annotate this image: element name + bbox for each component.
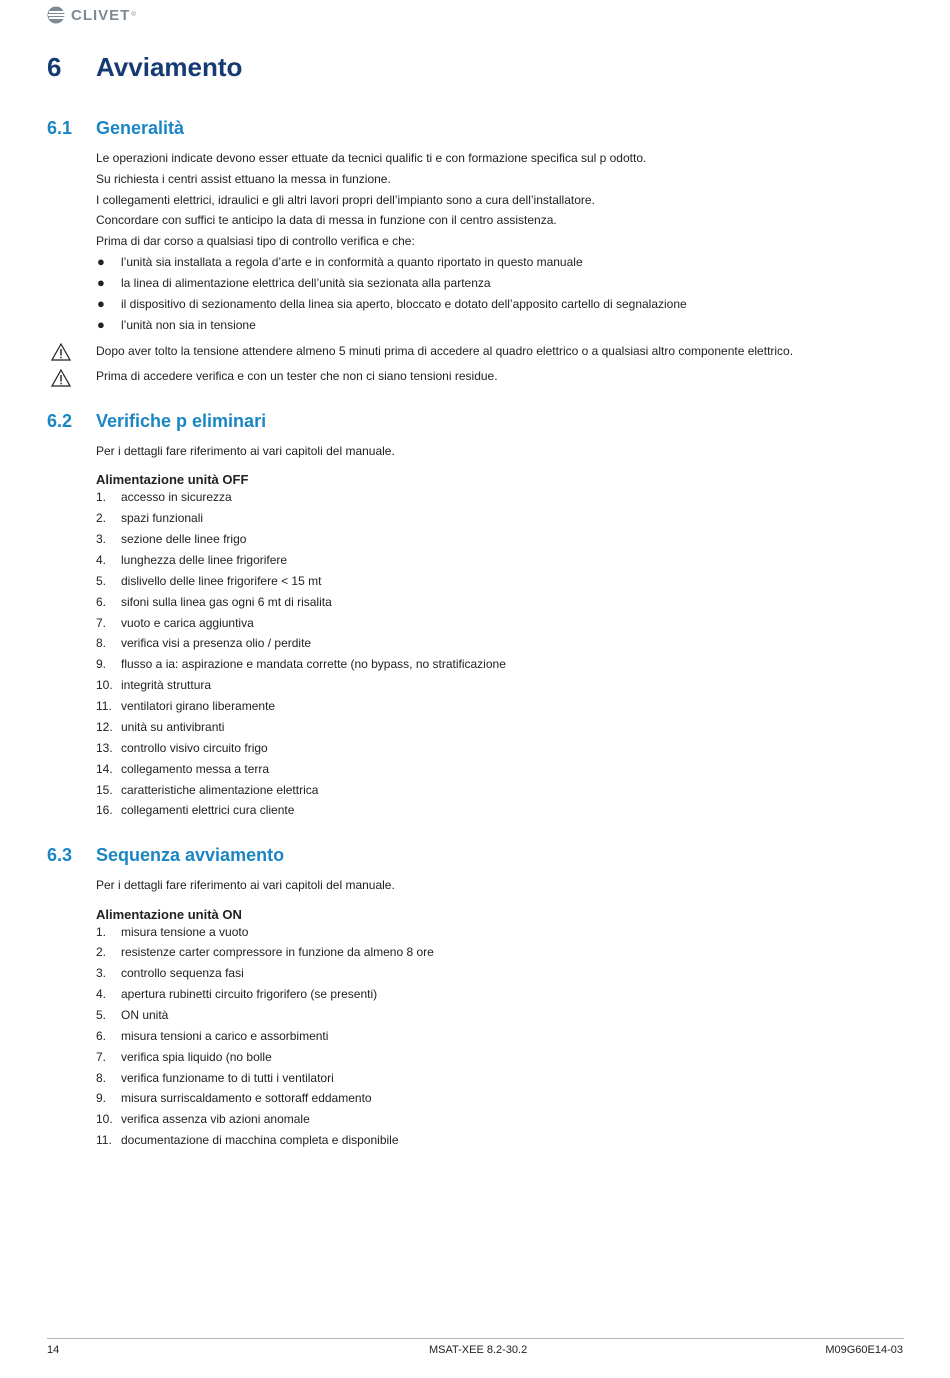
paragraph: Concordare con suffici te anticipo la data di messa in funzione con il centro assistenza.: [96, 213, 557, 227]
list-text: collegamenti elettrici cura cliente: [121, 803, 295, 817]
list-number: 9.: [96, 1091, 107, 1105]
bullet-icon: ●: [97, 296, 105, 311]
list-text: verifica visi a presenza olio / perdite: [121, 636, 312, 650]
list-number: 5.: [96, 1008, 107, 1022]
list-number: 13.: [96, 741, 113, 755]
list-text: verifica spia liquido (no bolle: [121, 1050, 272, 1064]
list-number: 10.: [96, 678, 113, 692]
list-text: integrità struttura: [121, 678, 212, 692]
list-text: sifoni sulla linea gas ogni 6 mt di risalita: [121, 595, 332, 609]
list-text: unità su antivibranti: [121, 720, 225, 734]
list-item: [96, 1050, 272, 1064]
section-number: 6.2: [47, 411, 73, 431]
list-text: misura tensione a vuoto: [121, 925, 249, 939]
list-item: [96, 532, 246, 546]
list-number: 1.: [96, 490, 107, 504]
bullet-icon: ●: [97, 254, 105, 269]
list-text: documentazione di macchina completa e disponibile: [121, 1133, 399, 1147]
list-number: 1.: [96, 925, 107, 939]
section-title: Generalità: [96, 118, 185, 138]
list-item: [96, 1091, 372, 1105]
list-text: flusso a ia: aspirazione e mandata corrette (no bypass, no stratificazione: [121, 657, 506, 671]
logo-text: CLIVET: [71, 6, 131, 24]
section-number: 6.1: [47, 118, 73, 138]
bullet-text: il dispositivo di sezionamento della linea sia aperto, bloccato e dotato dell’apposito cartello di segnalazione: [121, 297, 687, 311]
section-intro: Per i dettagli fare riferimento ai vari capitoli del manuale.: [96, 444, 395, 458]
list-text: misura tensioni a carico e assorbimenti: [121, 1029, 329, 1043]
list-number: 9.: [96, 657, 107, 671]
section-heading-6-1: [47, 118, 184, 139]
list-item: [96, 762, 269, 776]
list-number: 3.: [96, 532, 107, 546]
list-item: [96, 966, 244, 980]
subheading: Alimentazione unità OFF: [96, 472, 249, 487]
list-number: 6.: [96, 1029, 107, 1043]
list-number: 8.: [96, 636, 107, 650]
list-item: [96, 783, 318, 797]
logo-registered-mark: ®: [131, 12, 136, 18]
list-text: resistenze carter compressore in funzione da almeno 8 ore: [121, 945, 434, 959]
list-item: [96, 803, 294, 817]
list-item: [96, 945, 434, 959]
list-item: [96, 1008, 168, 1022]
list-number: 4.: [96, 553, 107, 567]
list-text: caratteristiche alimentazione elettrica: [121, 783, 319, 797]
list-item: [96, 657, 506, 671]
section-title: Sequenza avviamento: [96, 845, 285, 865]
list-item: [96, 616, 254, 630]
list-text: spazi funzionali: [121, 511, 204, 525]
list-item: [96, 1029, 328, 1043]
bullet-item: [97, 276, 491, 290]
paragraph: Le operazioni indicate devono esser ettuate da tecnici qualific ti e con formazione specifica sul p odotto.: [96, 151, 647, 165]
paragraph: I collegamenti elettrici, idraulici e gli altri lavori propri dell’impianto sono a cura dell’installatore.: [96, 193, 595, 207]
list-number: 2.: [96, 511, 107, 525]
list-item: [96, 1071, 334, 1085]
list-number: 7.: [96, 1050, 107, 1064]
list-text: accesso in sicurezza: [121, 490, 232, 504]
list-number: 4.: [96, 987, 107, 1001]
list-number: 7.: [96, 616, 107, 630]
list-item: [96, 925, 248, 939]
list-text: controllo visivo circuito frigo: [121, 741, 268, 755]
section-title: Verifiche p eliminari: [96, 411, 267, 431]
list-text: dislivello delle linee frigorifere < 15 mt: [121, 574, 322, 588]
chapter-heading: [47, 52, 242, 83]
bullet-text: l’unità sia installata a regola d’arte e in conformità a quanto riportato in questo manuale: [121, 255, 583, 269]
bullet-item: [97, 255, 583, 269]
list-item: [96, 1133, 399, 1147]
list-number: 6.: [96, 595, 107, 609]
list-number: 8.: [96, 1071, 107, 1085]
bullet-icon: ●: [97, 275, 105, 290]
list-text: misura surriscaldamento e sottoraff eddamento: [121, 1091, 372, 1105]
list-item: [96, 1112, 310, 1126]
list-item: [96, 678, 211, 692]
clivet-logo-mark-icon: [47, 6, 69, 24]
warning-icon: [51, 343, 71, 361]
list-text: vuoto e carica aggiuntiva: [121, 616, 254, 630]
list-number: 14.: [96, 762, 113, 776]
list-item: [96, 490, 232, 504]
chapter-number: 6: [47, 52, 62, 82]
list-text: lunghezza delle linee frigorifere: [121, 553, 288, 567]
warning-text: Dopo aver tolto la tensione attendere almeno 5 minuti prima di accedere al quadro elettrico o a qualsiasi altro componente elettrico.: [96, 344, 794, 358]
list-text: verifica funzioname to di tutti i ventilatori: [121, 1071, 334, 1085]
list-text: apertura rubinetti circuito frigorifero (se presenti): [121, 987, 378, 1001]
list-text: sezione delle linee frigo: [121, 532, 247, 546]
list-text: collegamento messa a terra: [121, 762, 270, 776]
list-number: 12.: [96, 720, 113, 734]
list-number: 11.: [96, 699, 112, 713]
list-number: 2.: [96, 945, 107, 959]
list-number: 3.: [96, 966, 107, 980]
list-number: 5.: [96, 574, 107, 588]
list-item: [96, 741, 268, 755]
list-item: [96, 595, 332, 609]
bullet-item: [97, 318, 256, 332]
section-number: 6.3: [47, 845, 73, 865]
list-text: verifica assenza vib azioni anomale: [121, 1112, 310, 1126]
warning-icon: [51, 369, 71, 387]
chapter-title: Avviamento: [96, 52, 243, 82]
footer-model: MSAT-XEE 8.2-30.2: [429, 1344, 528, 1356]
list-item: [96, 553, 287, 567]
paragraph: Prima di dar corso a qualsiasi tipo di controllo verifica e che:: [96, 234, 415, 248]
list-item: [96, 720, 224, 734]
list-number: 16.: [96, 803, 113, 817]
footer-page-number: 14: [47, 1344, 60, 1356]
footer-divider: [47, 1338, 904, 1339]
bullet-icon: ●: [97, 317, 105, 332]
list-number: 10.: [96, 1112, 113, 1126]
section-heading-6-2: [47, 411, 266, 432]
subheading: Alimentazione unità ON: [96, 907, 242, 922]
list-number: 15.: [96, 783, 113, 797]
warning-text: Prima di accedere verifica e con un tester che non ci siano tensioni residue.: [96, 369, 498, 383]
list-item: [96, 636, 311, 650]
bullet-item: [97, 297, 687, 311]
list-item: [96, 511, 203, 525]
section-intro: Per i dettagli fare riferimento ai vari capitoli del manuale.: [96, 878, 395, 892]
list-item: [96, 574, 321, 588]
bullet-text: l’unità non sia in tensione: [121, 318, 256, 332]
list-text: ON unità: [121, 1008, 169, 1022]
list-item: [96, 699, 275, 713]
list-text: controllo sequenza fasi: [121, 966, 244, 980]
section-heading-6-3: [47, 845, 284, 866]
paragraph: Su richiesta i centri assist ettuano la messa in funzione.: [96, 172, 391, 186]
list-text: ventilatori girano liberamente: [121, 699, 276, 713]
clivet-logo: [47, 5, 136, 25]
footer-doc-code: M09G60E14-03: [825, 1344, 903, 1356]
list-item: [96, 987, 377, 1001]
list-number: 11.: [96, 1133, 112, 1147]
bullet-text: la linea di alimentazione elettrica dell’unità sia sezionata alla partenza: [121, 276, 491, 290]
